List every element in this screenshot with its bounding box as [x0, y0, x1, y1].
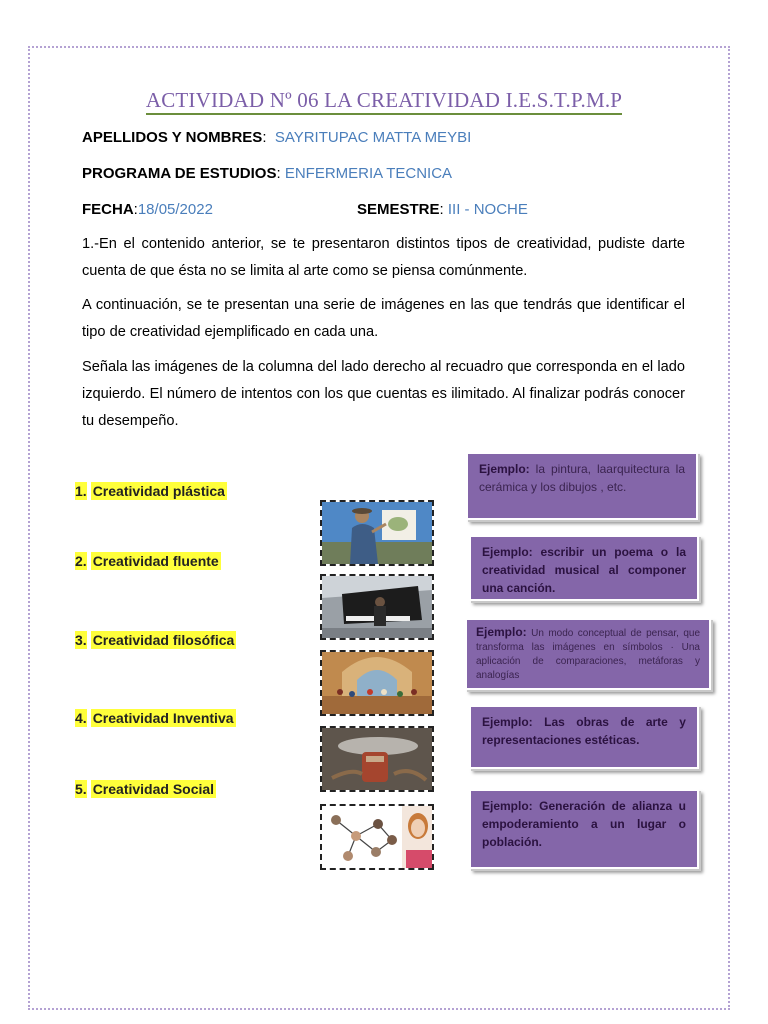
- example-box: Ejemplo: Generación de alianza u empoderamiento a un lugar o población.: [469, 789, 699, 869]
- pianist-photo[interactable]: [320, 574, 434, 640]
- list-item: 3. Creatividad filosófica: [75, 632, 235, 648]
- date-label: FECHA: [82, 201, 134, 218]
- invention-photo[interactable]: [320, 726, 434, 792]
- names-label: APELLIDOS Y NOMBRES: [82, 129, 263, 146]
- names-field: APELLIDOS Y NOMBRES: SAYRITUPAC MATTA MEYBI: [82, 129, 472, 146]
- date-field: FECHA:18/05/2022: [82, 201, 213, 218]
- example-box: Ejemplo: Un modo conceptual de pensar, que transforma las imágenes en símbolos · Una aplicación de comparaciones, metáforas y analogías: [465, 618, 711, 690]
- list-item: 5. Creatividad Social: [75, 781, 215, 797]
- example-box: Ejemplo: Las obras de arte y representaciones estéticas.: [469, 705, 699, 769]
- paragraph-3: Señala las imágenes de la columna del lado derecho al recuadro que corresponda en el lado izquierdo. El número de intentos con los que cuentas es ilimitado. Al finalizar podrás conocer tu desempeño.: [82, 359, 685, 429]
- example-box: Ejemplo: escribir un poema o la creatividad musical al componer una canción.: [469, 535, 699, 601]
- painter-photo[interactable]: [320, 500, 434, 566]
- list-item: 4. Creatividad Inventiva: [75, 710, 234, 726]
- list-item: 2. Creatividad fluente: [75, 553, 219, 569]
- program-value: ENFERMERIA TECNICA: [284, 165, 453, 182]
- paragraph-1: 1.-En el contenido anterior, se te presentaron distintos tipos de creatividad, pudiste darte cuenta de que ésta no se limita al arte como se piensa comúnmente.: [82, 236, 685, 279]
- program-field: PROGRAMA DE ESTUDIOS: ENFERMERIA TECNICA: [82, 165, 453, 182]
- page-title: ACTIVIDAD Nº 06 LA CREATIVIDAD I.E.S.T.P.M.P: [0, 88, 768, 113]
- semester-field: SEMESTRE: III - NOCHE: [357, 201, 528, 218]
- social-network-photo[interactable]: [320, 804, 434, 870]
- names-value: SAYRITUPAC MATTA MEYBI: [274, 129, 472, 146]
- list-item: 1. Creatividad plástica: [75, 483, 225, 499]
- school-of-athens-photo[interactable]: [320, 650, 434, 716]
- semester-value: III - NOCHE: [447, 201, 528, 218]
- paragraph-2: A continuación, se te presentan una serie de imágenes en las que tendrás que identificar el tipo de creatividad ejemplificado en cada una.: [82, 297, 685, 340]
- program-label: PROGRAMA DE ESTUDIOS: [82, 165, 277, 182]
- example-box: Ejemplo: la pintura, laarquitectura la cerámica y los dibujos , etc.: [466, 452, 698, 520]
- semester-label: SEMESTRE: [357, 201, 440, 218]
- date-value: 18/05/2022: [137, 201, 213, 218]
